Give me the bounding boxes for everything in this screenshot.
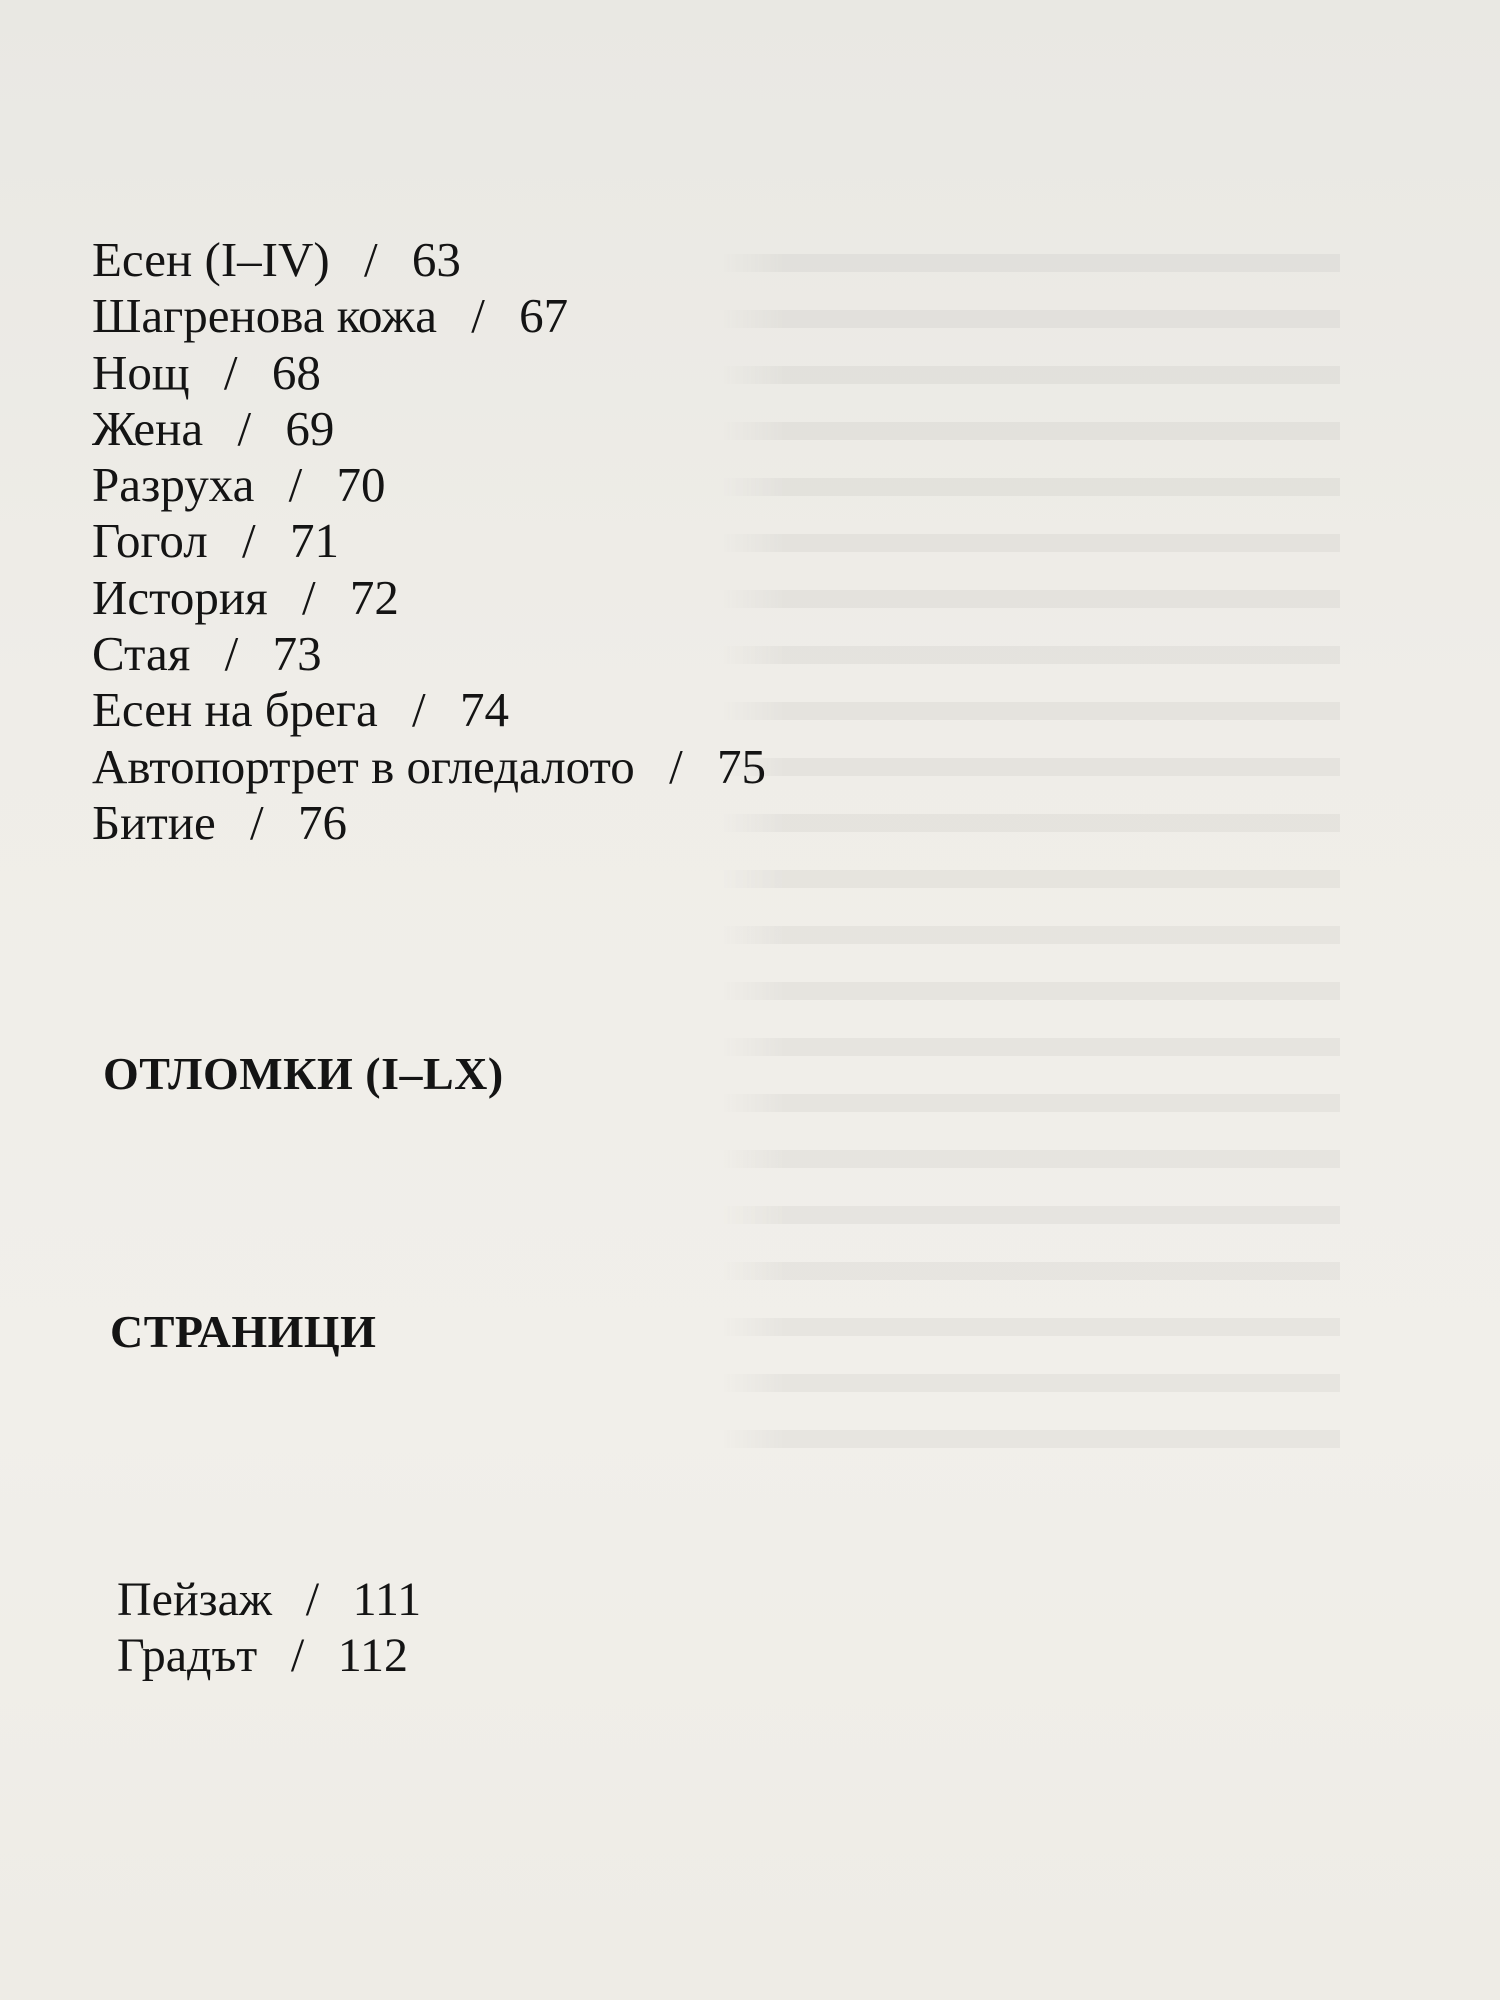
toc-entry: [117, 1628, 421, 1684]
toc-entry-title: Есен (I–IV): [92, 232, 330, 287]
toc-separator: /: [242, 513, 256, 569]
toc-entry-title: Пейзаж: [117, 1573, 273, 1626]
toc-entry: [92, 401, 766, 457]
toc-list-main: [92, 232, 766, 851]
toc-separator: /: [363, 232, 378, 287]
toc-entry-title: История: [92, 569, 268, 625]
toc-separator: /: [237, 400, 252, 456]
toc-entry-page: 73: [272, 626, 322, 682]
toc-entry-page: 111: [352, 1573, 422, 1626]
toc-entry-title: Разруха: [92, 457, 255, 513]
toc-entry: [92, 626, 766, 682]
toc-entry: [92, 570, 766, 626]
toc-separator: /: [669, 738, 683, 794]
toc-separator: /: [471, 288, 485, 344]
toc-entry-page: 63: [411, 232, 461, 287]
toc-entry-page: 112: [337, 1629, 408, 1682]
toc-entry-title: Битие: [92, 794, 216, 850]
toc-entry-title: Нощ: [92, 344, 190, 400]
toc-entry-page: 68: [271, 344, 321, 400]
toc-separator: /: [301, 569, 316, 625]
toc-entry: [92, 288, 766, 344]
toc-entry: [92, 739, 766, 795]
toc-entry-page: 71: [289, 513, 339, 569]
section-heading-stranici: СТРАНИЦИ: [110, 1306, 377, 1357]
toc-entry-title: Градът: [117, 1629, 258, 1682]
toc-entry-page: 69: [285, 400, 335, 456]
toc-entry-title: Стая: [92, 626, 191, 682]
toc-separator: /: [223, 344, 238, 400]
toc-separator: /: [305, 1573, 320, 1626]
toc-entry-page: 75: [717, 738, 767, 794]
toc-entry-page: 70: [336, 457, 386, 513]
toc-entry: [92, 795, 766, 851]
toc-entry: [117, 1572, 421, 1628]
section-heading-otlomki: ОТЛОМКИ (I–LX): [103, 1048, 504, 1099]
toc-entry-title: Гогол: [92, 513, 208, 569]
toc-separator: /: [290, 1629, 305, 1682]
toc-entry-title: Жена: [92, 400, 204, 456]
toc-entry-title: Есен на брега: [92, 682, 378, 738]
toc-entry: [92, 682, 766, 738]
toc-entry: [92, 232, 766, 288]
toc-entry-page: 74: [459, 682, 509, 738]
toc-entry: [92, 457, 766, 513]
toc-list-stranici: [117, 1572, 421, 1684]
toc-entry-title: Автопортрет в огледалото: [92, 738, 635, 794]
toc-entry-page: 67: [519, 288, 569, 344]
toc-entry: [92, 345, 766, 401]
toc-separator: /: [412, 682, 426, 738]
toc-separator: /: [224, 626, 239, 682]
toc-separator: /: [288, 457, 303, 513]
toc-entry: [92, 513, 766, 569]
toc-entry-page: 76: [297, 794, 347, 850]
toc-separator: /: [250, 794, 264, 850]
toc-entry-page: 72: [349, 569, 399, 625]
toc-entry-title: Шагренова кожа: [92, 288, 437, 344]
bleed-through-texture: [720, 232, 1340, 1482]
